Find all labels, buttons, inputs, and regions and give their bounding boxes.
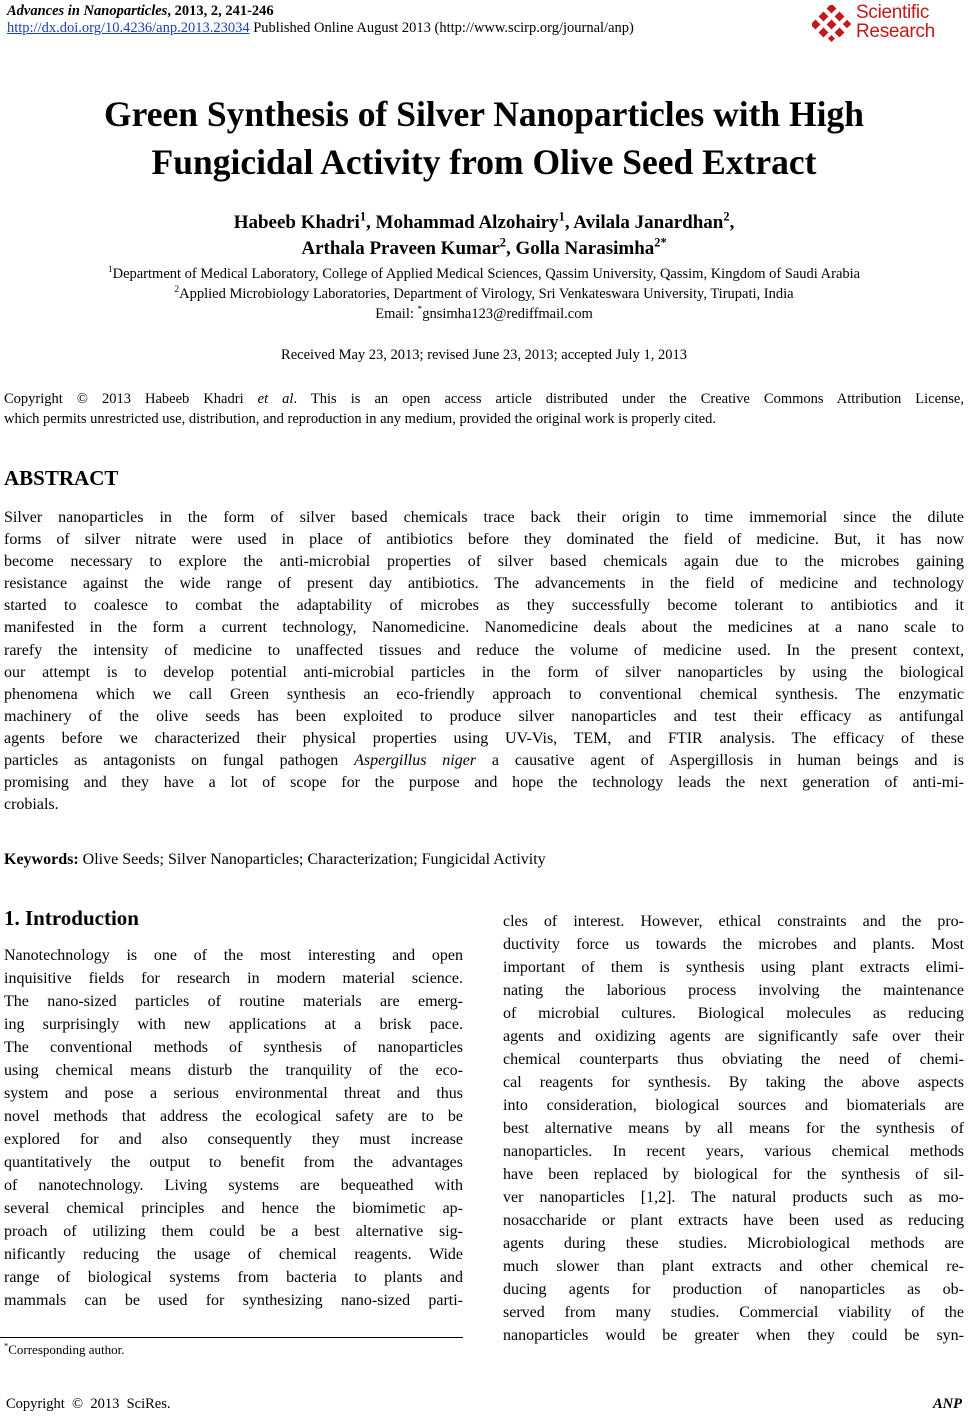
abstract-line: machinery of the olive seeds has been exploited to produce silver nanoparticles and test their efficacy as antifungal — [4, 707, 964, 725]
logo-text — [856, 3, 935, 41]
abstract-text: a causative agent of Aspergillosis in human beings and is — [476, 752, 964, 770]
copyright-etal: et al — [257, 391, 294, 407]
author-affil-sup: 2 — [499, 235, 506, 250]
logo-text-line1: Scientific — [856, 2, 930, 23]
affiliation-text: Applied Microbiology Laboratories, Department of Virology, Sri Venkateswara University, Tirupati, India — [179, 286, 794, 302]
body-line: of nanotechnology. Living systems are bequeathed with — [4, 1177, 463, 1194]
body-line: The conventional methods of synthesis of nanoparticles — [4, 1039, 463, 1056]
email-address[interactable]: gnsimha123@rediffmail.com — [422, 306, 593, 322]
paper-title — [0, 90, 968, 186]
body-line: explored for and also consequently they must increase — [4, 1131, 463, 1148]
keywords-text: Olive Seeds; Silver Nanoparticles; Characterization; Fungicidal Activity — [78, 851, 546, 868]
authors-line1 — [0, 210, 968, 236]
journal-name: Advances in Nanoparticles — [7, 3, 168, 19]
journal-volume: , 2013, 2, 241-246 — [167, 3, 274, 19]
abstract-line: promising and they have a lot of scope for the purpose and hope the technology leads the next generation of anti-mi- — [4, 774, 964, 792]
abstract-line: Silver nanoparticles in the form of silver based chemicals trace back their origin to time immemorial since the dilute — [4, 509, 964, 526]
abstract-line — [4, 750, 964, 772]
affiliations — [0, 264, 968, 324]
title-line1: Green Synthesis of Silver Nanoparticles with High — [104, 94, 864, 134]
keywords — [4, 851, 546, 869]
affiliation-sup: 2 — [174, 285, 180, 296]
author-name: Arthala Praveen Kumar — [301, 238, 500, 259]
email-label: Email: — [375, 306, 418, 322]
body-line: ver nanoparticles [1,2]. The natural products such as mo- — [503, 1189, 964, 1206]
copyright-pre: Copyright © 2013 Habeeb Khadri — [4, 391, 258, 407]
body-line: The nano-sized particles of routine materials are emerg- — [4, 993, 463, 1010]
title-line2: Fungicidal Activity from Olive Seed Extract — [151, 142, 817, 182]
body-line: Nanotechnology is one of the most interesting and open — [4, 947, 463, 964]
body-line: agents and oxidizing agents are significantly safe over their — [503, 1028, 964, 1045]
body-line: range of biological systems from bacteria to plants and — [4, 1269, 463, 1286]
logo-mark-icon — [812, 5, 852, 43]
body-line: nanoparticles would be greater when they could be syn- — [503, 1327, 964, 1344]
abstract-line: crobials. — [4, 796, 59, 814]
copyright-line1 — [4, 389, 964, 409]
abstract-line: manifested in the form a current technology, Nanomedicine. Nanomedicine deals about the medicines at a nano scale to — [4, 619, 964, 637]
author-affil-sup: 1 — [558, 209, 565, 224]
author-affil-sup: 2 — [723, 209, 730, 224]
published-online: Published Online August 2013 (http://www.scirp.org/journal/anp) — [249, 20, 634, 36]
body-line: proach of utilizing them could be a best alternative sig- — [4, 1223, 463, 1240]
body-line: much slower than plant extracts and other chemical re- — [503, 1258, 964, 1275]
author-name: , Mohammad Alzohairy — [366, 212, 559, 233]
body-line: ducing agents for production of nanoparticles as ob- — [503, 1281, 964, 1298]
abstract-line: agents before we characterized their physical properties using UV-Vis, TEM, and FTIR analysis. The efficacy of these — [4, 729, 964, 747]
author-separator: , — [729, 212, 735, 233]
body-line: novel methods that address the ecological safety are to be — [4, 1108, 463, 1125]
affiliation-sup: 1 — [107, 265, 113, 276]
authors-line2 — [0, 236, 968, 262]
body-line: cal reagents for synthesis. By taking the above aspects — [503, 1074, 964, 1091]
publisher-logo — [812, 3, 962, 43]
body-line: nificantly reducing the usage of chemical reagents. Wide — [4, 1246, 463, 1263]
body-line: chemical counterparts thus obviating the need of chemi- — [503, 1051, 964, 1068]
author-affil-sup: 1 — [359, 209, 367, 224]
body-line: important of them is synthesis using plant extracts elimi- — [503, 959, 964, 976]
affiliation-text: Department of Medical Laboratory, College of Applied Medical Sciences, Qassim University, Qassim, Kingdom of Saudi Arabia — [112, 266, 861, 282]
abstract-line: our attempt is to develop potential anti-microbial particles in the form of silver nanoparticles by using the biological — [4, 663, 964, 681]
body-line: several chemical principles and hence the biomimetic ap- — [4, 1200, 463, 1217]
abstract-line: forms of silver nitrate were used in place of antibiotics before they dominated the field of medicine. But, it has now — [4, 531, 964, 549]
body-line: nating the laborious process involving the maintenance — [503, 982, 964, 999]
abstract-line: resistance against the wide range of present day antibiotics. The advancements in the field of medicine and technology — [4, 575, 964, 593]
body-line: system and pose a serious environmental threat and thus — [4, 1085, 463, 1102]
body-column-left — [4, 944, 463, 1312]
body-line: ductivity force us towards the microbes and plants. Most — [503, 936, 964, 953]
body-line: into consideration, biological sources and biomaterials are — [503, 1097, 964, 1114]
body-line: have been replaced by biological for the synthesis of sil- — [503, 1166, 964, 1183]
body-line: nosaccharide or plant extracts have been used as reducing — [503, 1212, 964, 1229]
email-sup: * — [417, 305, 423, 316]
abstract-line: started to coalesce to combat the adaptability of microbes as they successfully become tolerant to antibiotics and it — [4, 597, 964, 615]
footer-copyright: Copyright © 2013 SciRes. — [6, 1396, 171, 1412]
species-name: Aspergillus niger — [354, 752, 477, 770]
author-name: Habeeb Khadri — [233, 212, 360, 233]
abstract-body — [4, 507, 964, 816]
footnote-text: Corresponding author. — [8, 1342, 125, 1357]
footnote-divider — [0, 1337, 463, 1338]
body-line: nanoparticles. In recent years, various chemical methods — [503, 1143, 964, 1160]
journal-header — [7, 3, 634, 37]
author-affil-sup: 2* — [654, 235, 667, 250]
email-line — [0, 304, 968, 324]
footer-journal-abbrev: ANP — [933, 1396, 962, 1412]
abstract-heading: ABSTRACT — [4, 466, 119, 490]
abstract-line: phenomena which we call Green synthesis an eco-friendly approach to conventional chemical synthesis. The enzymatic — [4, 685, 964, 703]
body-line: inquisitive fields for research in modern material science. — [4, 970, 463, 987]
abstract-text: particles as antagonists on fungal pathogen — [4, 752, 355, 770]
copyright-line2: which permits unrestricted use, distribution, and reproduction in any medium, provided the original work is properly cited. — [4, 411, 716, 427]
copyright-notice — [4, 389, 964, 429]
affiliation-2 — [0, 284, 968, 304]
abstract-line: become necessary to explore the anti-microbial properties of silver based chemicals again due to the microbes gaining — [4, 553, 964, 571]
body-line: quantitatively the output to benefit from the advantages — [4, 1154, 463, 1171]
body-line: served from many studies. Commercial viability of the — [503, 1304, 964, 1321]
keywords-label: Keywords: — [4, 851, 79, 868]
affiliation-1 — [0, 264, 968, 284]
author-list — [0, 210, 968, 262]
body-line: using chemical means disturb the tranquility of the eco- — [4, 1062, 463, 1079]
author-name: , Avilala Janardhan — [564, 212, 724, 233]
body-line: mammals can be used for synthesizing nano-sized parti- — [4, 1292, 463, 1309]
body-line: ing surprisingly with new applications at a brisk pace. — [4, 1016, 463, 1033]
body-line: best alternative means by all means for the synthesis of — [503, 1120, 964, 1137]
doi-line — [7, 20, 634, 37]
copyright-rest: . This is an open access article distributed under the Creative Commons Attribution License, — [293, 391, 964, 407]
abstract-line: rarefy the intensity of medicine to unaffected tissues and reduce the volume of medicine used. In the present context, — [4, 641, 964, 659]
body-line: cles of interest. However, ethical constraints and the pro- — [503, 913, 964, 930]
body-line: agents during these studies. Microbiological methods are — [503, 1235, 964, 1252]
body-line: of microbial cultures. Biological molecules as reducing — [503, 1005, 964, 1022]
author-name: , Golla Narasimha — [505, 238, 655, 259]
journal-citation — [7, 3, 634, 20]
logo-text-line2: Research — [856, 21, 935, 42]
footnote-sup: * — [4, 1340, 9, 1351]
received-dates: Received May 23, 2013; revised June 23, 2013; accepted July 1, 2013 — [281, 347, 687, 363]
footnote — [4, 1342, 124, 1358]
body-column-right — [503, 910, 964, 1347]
section-heading-introduction: 1. Introduction — [4, 906, 139, 930]
doi-link[interactable]: http://dx.doi.org/10.4236/anp.2013.23034 — [7, 20, 250, 36]
